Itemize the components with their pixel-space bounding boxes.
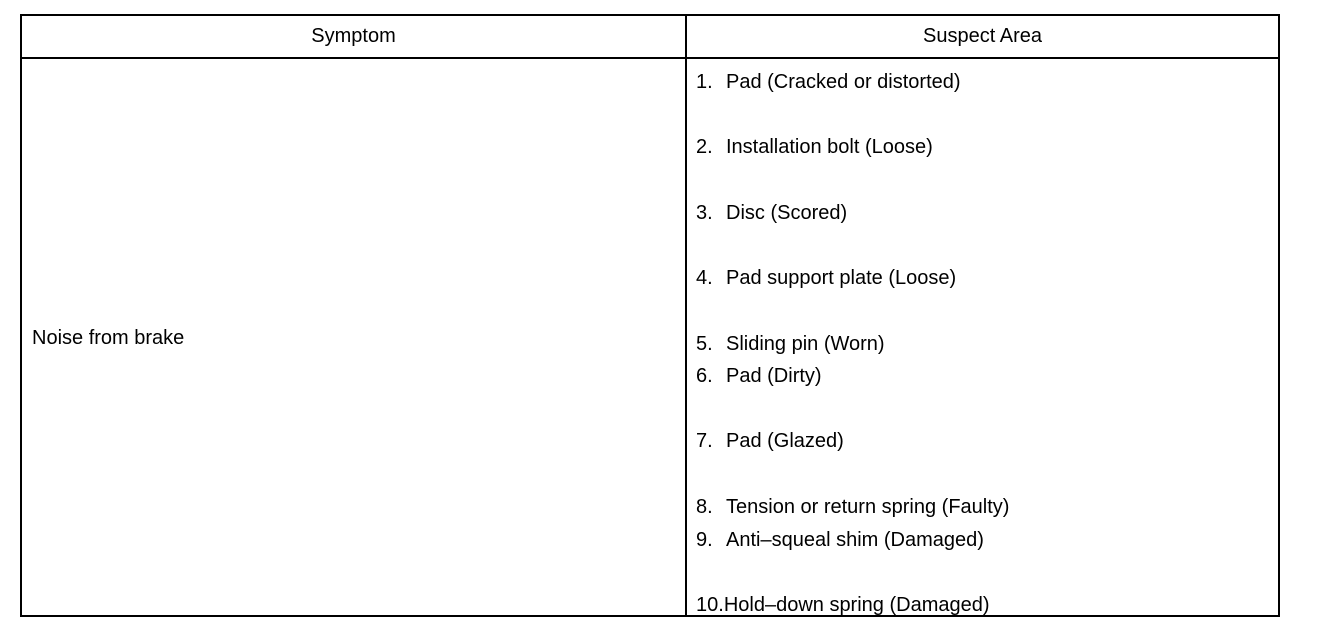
suspect-area-item <box>696 495 1009 519</box>
suspect-area-item <box>696 135 933 159</box>
suspect-area-item <box>696 266 956 290</box>
item-text: Installation bolt (Loose) <box>726 136 933 158</box>
item-number: 2. <box>696 136 713 158</box>
item-text: Pad (Cracked or distorted) <box>726 71 961 93</box>
item-number: 6. <box>696 365 713 387</box>
header-symptom <box>22 16 685 57</box>
item-number: 3. <box>696 202 713 224</box>
header-divider <box>22 57 1278 59</box>
item-text: Pad (Dirty) <box>726 365 822 387</box>
suspect-area-item <box>696 593 990 617</box>
item-text: Pad support plate (Loose) <box>726 267 957 289</box>
item-number: 8. <box>696 496 713 518</box>
item-text: Disc (Scored) <box>726 202 848 224</box>
item-number: 9. <box>696 529 713 551</box>
column-divider <box>685 16 687 615</box>
header-suspect-area-label: Suspect Area <box>923 25 1042 47</box>
item-number: 7. <box>696 430 713 452</box>
item-text: Sliding pin (Worn) <box>726 333 885 355</box>
item-number: 1. <box>696 71 713 93</box>
symptom-table <box>20 14 1280 617</box>
item-text: Hold–down spring (Damaged) <box>723 594 990 616</box>
suspect-area-item <box>696 364 822 388</box>
suspect-area-item <box>696 429 844 453</box>
suspect-area-item <box>696 528 984 552</box>
header-symptom-label: Symptom <box>311 25 396 47</box>
item-number: 10. <box>696 594 724 616</box>
symptom-cell: Noise from brake <box>32 327 185 349</box>
suspect-area-item <box>696 70 961 94</box>
item-number: 4. <box>696 267 713 289</box>
item-number: 5. <box>696 333 713 355</box>
item-text: Anti–squeal shim (Damaged) <box>726 529 984 551</box>
header-suspect-area <box>687 16 1278 57</box>
item-text: Tension or return spring (Faulty) <box>726 496 1010 518</box>
suspect-area-item <box>696 201 847 225</box>
suspect-area-item <box>696 332 885 356</box>
item-text: Pad (Glazed) <box>726 430 844 452</box>
